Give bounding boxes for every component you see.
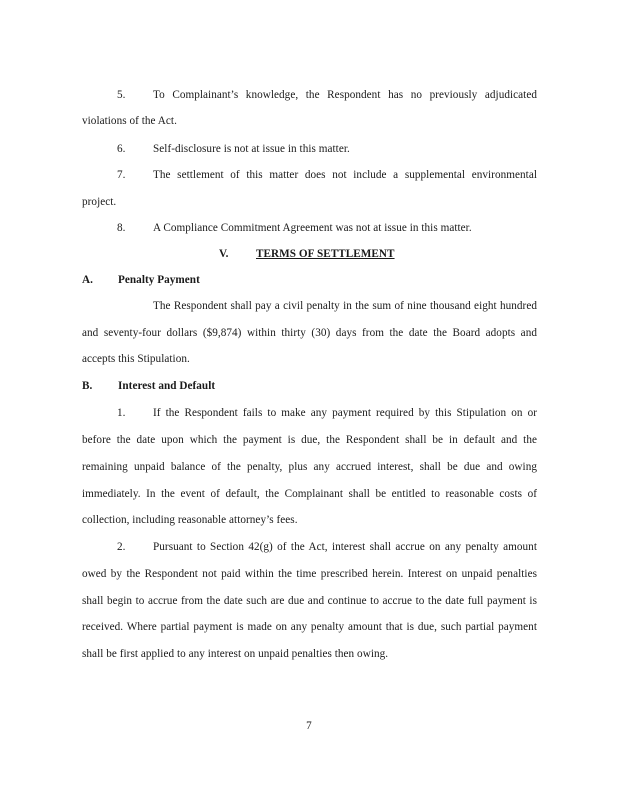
item-6-line-1: Self-disclosure is not at issue in this matter.	[153, 143, 350, 155]
interest-p1-line-2: before the date upon which the payment is due, the Respondent shall be in default and the	[82, 434, 537, 446]
subsection-b-title: Interest and Default	[118, 380, 216, 392]
item-8-line-1: A Compliance Commitment Agreement was not at issue in this matter.	[153, 222, 472, 234]
interest-p2-line-1: Pursuant to Section 42(g) of the Act, interest shall accrue on any penalty amount	[153, 541, 537, 553]
item-7-line-1: The settlement of this matter does not include a supplemental environmental	[153, 169, 537, 181]
interest-p2-line-4: received. Where partial payment is made on any penalty amount that is due, such partial payment	[82, 621, 537, 633]
interest-p2-line-3: shall begin to accrue from the date such are due and continue to accrue to the date full payment is	[82, 595, 537, 607]
interest-p2-line-2: owed by the Respondent not paid within the time prescribed herein. Interest on unpaid penalties	[82, 568, 537, 580]
item-6-number: 6.	[117, 143, 126, 155]
section-number: V.	[219, 248, 229, 260]
subsection-a-title: Penalty Payment	[118, 274, 200, 286]
interest-p1-number: 1.	[117, 407, 126, 419]
section-title: TERMS OF SETTLEMENT	[256, 248, 395, 260]
interest-p1-line-1: If the Respondent fails to make any payment required by this Stipulation on or	[153, 407, 537, 419]
item-7-number: 7.	[117, 169, 126, 181]
item-8-number: 8.	[117, 222, 126, 234]
interest-p2-number: 2.	[117, 541, 126, 553]
interest-p1-line-5: collection, including reasonable attorney’s fees.	[82, 514, 298, 526]
item-5-line-2: violations of the Act.	[82, 115, 177, 127]
interest-p1-line-4: immediately. In the event of default, the Complainant shall be entitled to reasonable costs of	[82, 488, 537, 500]
subsection-b-letter: B.	[82, 380, 93, 392]
item-7-line-2: project.	[82, 196, 117, 208]
item-5-number: 5.	[117, 89, 126, 101]
item-5-line-1: To Complainant’s knowledge, the Respondent has no previously adjudicated	[153, 89, 537, 101]
subsection-a-letter: A.	[82, 274, 93, 286]
penalty-line-2: and seventy-four dollars ($9,874) within thirty (30) days from the date the Board adopts and	[82, 327, 537, 339]
interest-p1-line-3: remaining unpaid balance of the penalty, plus any accrued interest, shall be due and owing	[82, 461, 537, 473]
interest-p2-line-5: shall be first applied to any interest on unpaid penalties then owing.	[82, 648, 389, 660]
penalty-line-1: The Respondent shall pay a civil penalty in the sum of nine thousand eight hundred	[153, 300, 537, 312]
penalty-line-3: accepts this Stipulation.	[82, 353, 190, 365]
page-number: 7	[306, 720, 312, 732]
